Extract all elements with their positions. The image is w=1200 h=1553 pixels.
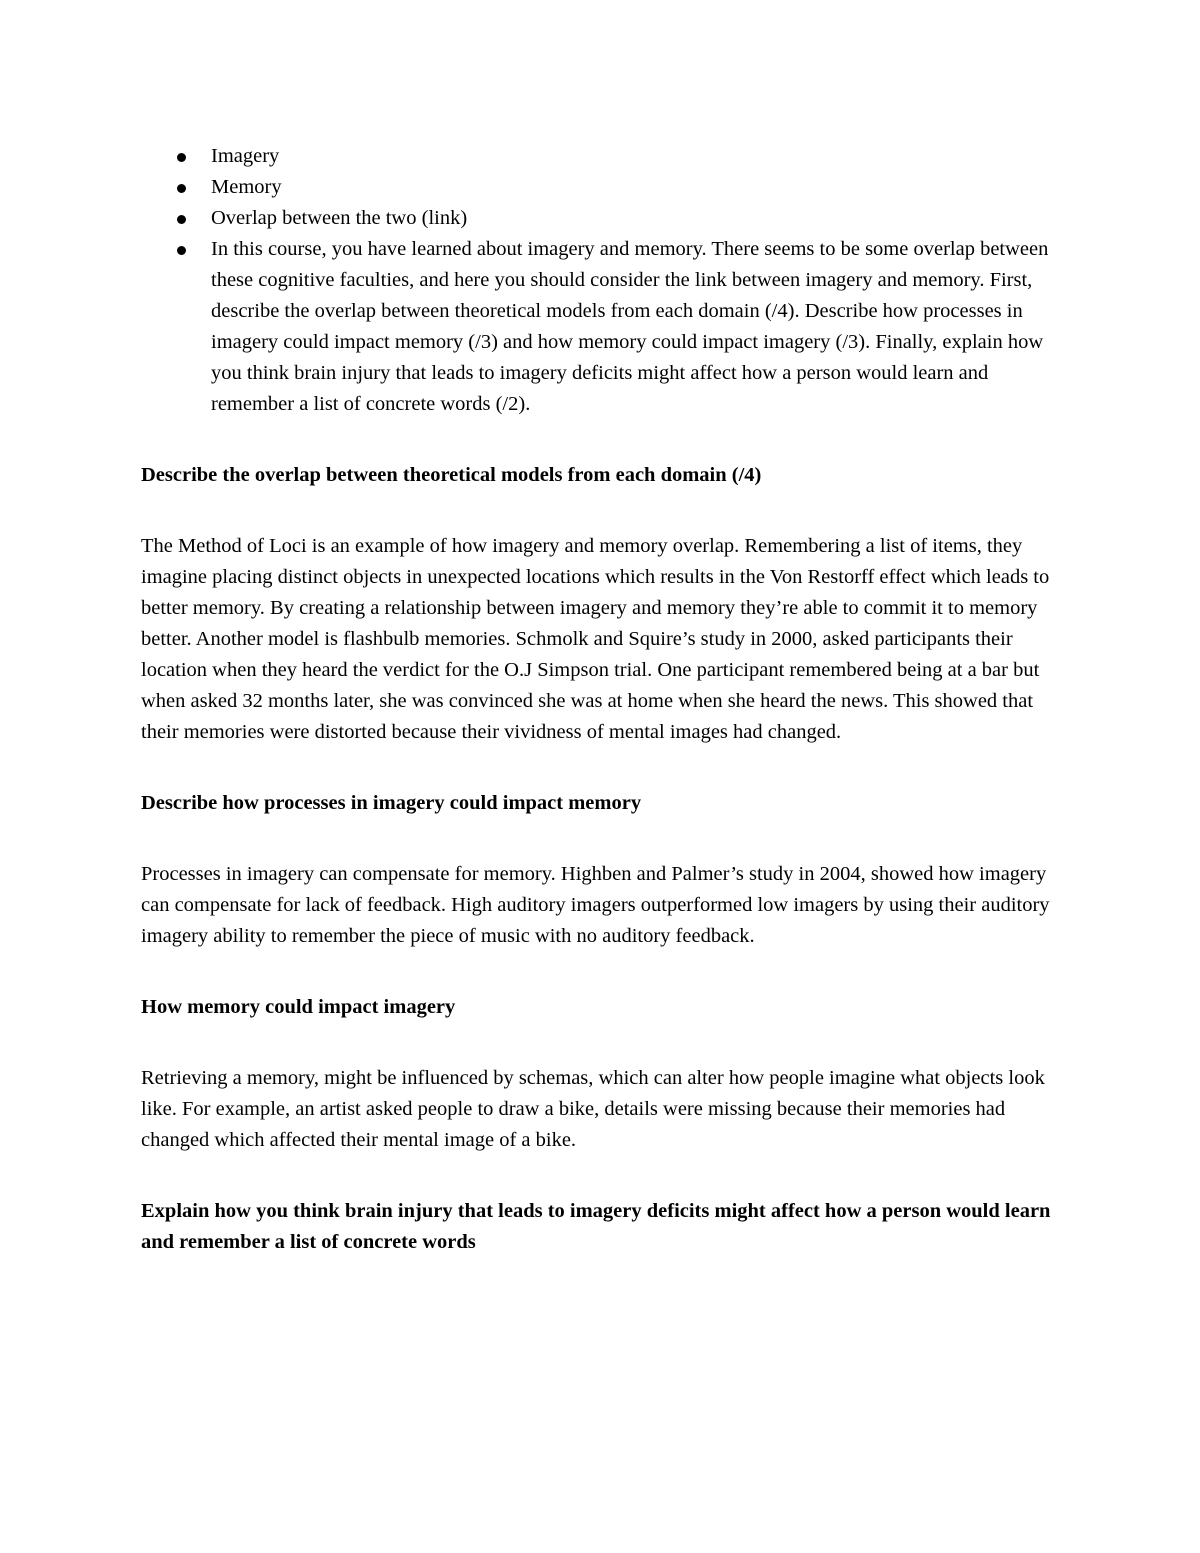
bullet-item-imagery bbox=[141, 141, 1071, 172]
bullet-text: Imagery bbox=[211, 145, 280, 167]
section-body-imagery-impact-memory: Processes in imagery can compensate for memory. Highben and Palmer’s study in 2004, showed how imagery can compensate for lack of feedback. High auditory imagers outperformed low imagers by using their auditory imagery ability to remember the piece of music with no auditory feedback. bbox=[141, 863, 1050, 947]
bullet-item-memory bbox=[141, 172, 1071, 203]
bullet-text: Overlap between the two (link) bbox=[211, 207, 468, 229]
section-body-memory-impact-imagery: Retrieving a memory, might be influenced by schemas, which can alter how people imagine what objects look like. For example, an artist asked people to draw a bike, details were missing because their memories had changed which affected their mental image of a bike. bbox=[141, 1067, 1045, 1151]
bullet-text: Memory bbox=[211, 176, 282, 198]
prompt-bullet-list bbox=[141, 141, 1071, 420]
bullet-item-assignment-prompt bbox=[141, 234, 1071, 420]
section-heading-overlap-models: Describe the overlap between theoretical models from each domain (/4) bbox=[141, 464, 762, 486]
section-heading-memory-impact-imagery: How memory could impact imagery bbox=[141, 996, 456, 1018]
section-heading-imagery-impact-memory: Describe how processes in imagery could impact memory bbox=[141, 792, 642, 814]
bullet-dot-icon bbox=[177, 215, 186, 224]
bullet-text: In this course, you have learned about imagery and memory. There seems to be some overlap between these cognitive faculties, and here you should consider the link between imagery and memory. First, describe the overlap between theoretical models from each domain (/4). Describe how processes in imagery could impact memory (/3) and how memory could impact imagery (/3). Finally, explain how you think brain injury that leads to imagery deficits might affect how a person would learn and remember a list of concrete words (/2). bbox=[211, 238, 1049, 415]
bullet-dot-icon bbox=[177, 153, 186, 162]
section-body-overlap-models: The Method of Loci is an example of how imagery and memory overlap. Remembering a list of items, they imagine placing distinct objects in unexpected locations which results in the Von Restorff effect which leads to better memory. By creating a relationship between imagery and memory they’re able to commit it to memory better. Another model is flashbulb memories. Schmolk and Squire’s study in 2000, asked participants their location when they heard the verdict for the O.J Simpson trial. One participant remembered being at a bar but when asked 32 months later, she was convinced she was at home when she heard the news. This showed that their memories were distorted because their vividness of mental images had changed. bbox=[141, 535, 1050, 743]
document-content bbox=[141, 141, 1071, 1258]
bullet-dot-icon bbox=[177, 184, 186, 193]
bullet-item-overlap bbox=[141, 203, 1071, 234]
section-heading-brain-injury: Explain how you think brain injury that leads to imagery deficits might affect how a person would learn and remember a list of concrete words bbox=[141, 1200, 1051, 1253]
bullet-dot-icon bbox=[177, 246, 186, 255]
